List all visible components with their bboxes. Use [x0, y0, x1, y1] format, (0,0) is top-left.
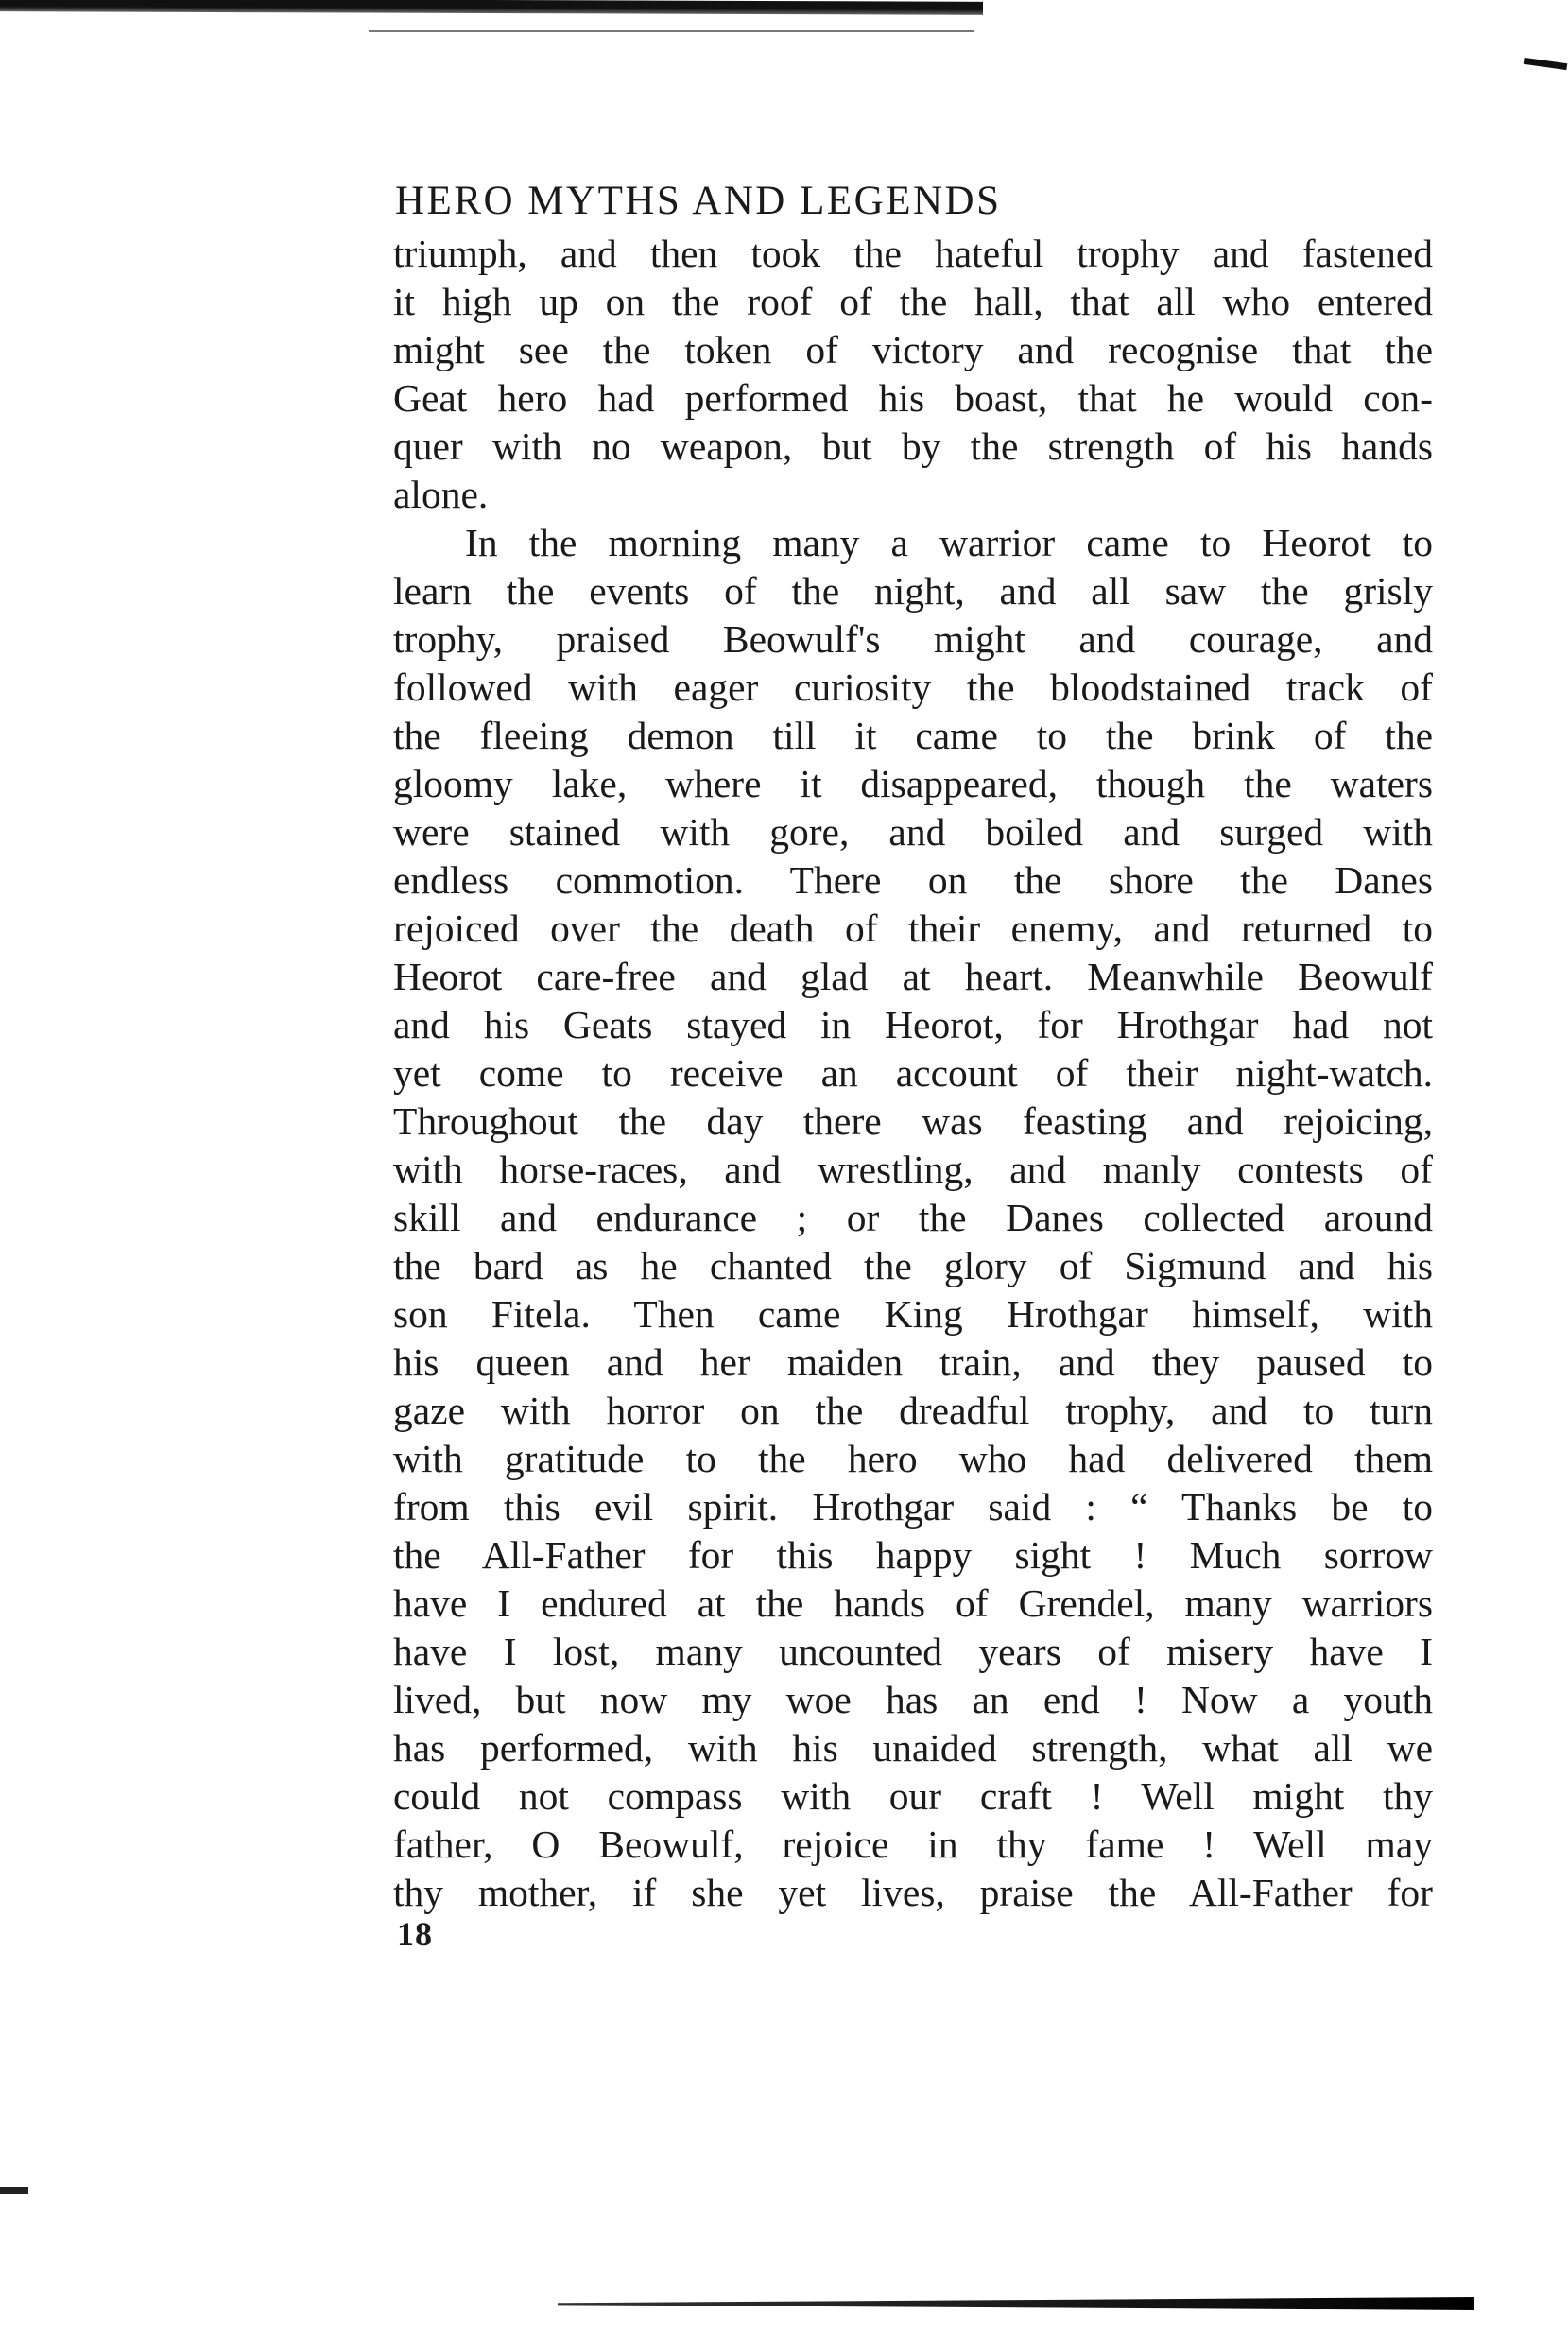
page-number: 18: [397, 1915, 433, 1953]
text-line: have I endured at the hands of Grendel, many warriors: [393, 1581, 1433, 1625]
text-line: thy mother, if she yet lives, praise the All-Father for: [393, 1871, 1433, 1914]
text-line: rejoiced over the death of their enemy, and returned to: [393, 907, 1433, 950]
text-line: son Fitela. Then came King Hrothgar himself, with: [393, 1292, 1433, 1336]
text-line: trophy, praised Beowulf's might and courage, and: [393, 617, 1433, 661]
text-line: followed with eager curiosity the bloodstained track of: [393, 665, 1433, 709]
text-line: gloomy lake, where it disappeared, though the waters: [393, 762, 1433, 805]
text-line: Throughout the day there was feasting and rejoicing,: [393, 1099, 1433, 1143]
text-line: has performed, with his unaided strength, what all we: [393, 1726, 1433, 1770]
paragraph-end-line: alone.: [393, 473, 489, 516]
body-text: [393, 230, 1433, 1917]
paragraph-start-line: In the morning many a warrior came to Heorot to: [465, 521, 1433, 564]
scan-mark-left: [0, 2187, 28, 2194]
text-line: from this evil spirit. Hrothgar said : “ Thanks be to: [393, 1485, 1433, 1529]
text-line: learn the events of the night, and all saw the grisly: [393, 569, 1433, 613]
text-line: Heorot care-free and glad at heart. Meanwhile Beowulf: [393, 955, 1433, 998]
text-line: it high up on the roof of the hall, that all who entered: [393, 280, 1433, 323]
scan-mark-right: [1524, 58, 1568, 70]
text-line: his queen and her maiden train, and they paused to: [393, 1340, 1433, 1384]
text-line: might see the token of victory and recognise that the: [393, 328, 1433, 371]
text-line: triumph, and then took the hateful trophy and fastened: [393, 232, 1433, 275]
text-line: father, O Beowulf, rejoice in thy fame ! Well may: [393, 1822, 1433, 1866]
text-line: yet come to receive an account of their night-watch.: [393, 1051, 1433, 1095]
text-line: lived, but now my woe has an end ! Now a youth: [393, 1678, 1433, 1721]
text-line: were stained with gore, and boiled and surged with: [393, 810, 1433, 854]
text-line: and his Geats stayed in Heorot, for Hrothgar had not: [393, 1003, 1433, 1046]
text-line: with gratitude to the hero who had delivered them: [393, 1437, 1433, 1480]
text-line: the bard as he chanted the glory of Sigmund and his: [393, 1244, 1433, 1287]
text-line: endless commotion. There on the shore the Danes: [393, 858, 1433, 902]
text-line: quer with no weapon, but by the strength of his hands: [393, 424, 1433, 468]
text-line: the fleeing demon till it came to the brink of the: [393, 714, 1433, 757]
running-head: HERO MYTHS AND LEGENDS: [395, 179, 1002, 223]
text-line: the All-Father for this happy sight ! Much sorrow: [393, 1533, 1433, 1577]
text-line: with horse-races, and wrestling, and manly contests of: [393, 1148, 1433, 1191]
text-line: Geat hero had performed his boast, that he would con-: [393, 376, 1433, 420]
scan-edge-shadow-top: [0, 0, 983, 15]
scan-edge-line-top: [369, 30, 974, 32]
text-line: could not compass with our craft ! Well might thy: [393, 1774, 1433, 1818]
text-line: skill and endurance ; or the Danes collected around: [393, 1196, 1433, 1239]
scan-edge-shadow-bottom: [558, 2297, 1474, 2310]
text-line: gaze with horror on the dreadful trophy, and to turn: [393, 1389, 1433, 1432]
text-line: have I lost, many uncounted years of misery have I: [393, 1630, 1433, 1673]
